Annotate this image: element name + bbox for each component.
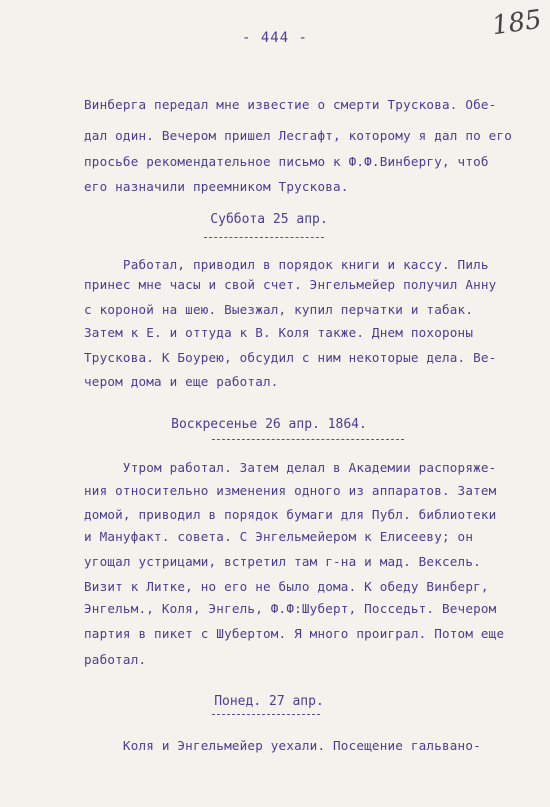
text-line: Визит к Литке, но его не было дома. К обеду Винберг, [84,579,489,594]
text-line: угощал устрицами, встретил там г-на и мад. Вексель. [84,554,481,569]
heading-underline [204,237,324,238]
text-line: и Мануфакт. совета. С Энгельмейером к Елисееву; он [84,529,474,544]
date-heading: Суббота 25 апр. [210,212,328,227]
text-line: его назначили преемником Трускова. [84,179,349,194]
text-line: чером дома и еще работал. [84,374,279,389]
text-line: ния относительно изменения одного из аппаратов. Затем [84,483,497,498]
heading-underline [212,439,404,440]
text-line: с короной на шею. Выезжал, купил перчатки и табак. [84,302,474,317]
text-line: партия в пикет с Шубертом. Я много проиграл. Потом еще [84,626,505,641]
date-heading: Понед. 27 апр. [214,694,324,709]
text-line: Затем к Е. и оттуда к В. Коля также. Днем похороны [84,325,474,340]
page-number: - 444 - [241,30,308,46]
handwritten-page-number: 185 [490,4,544,42]
text-line: Утром работал. Затем делал в Академии распоряже- [84,460,497,475]
text-line: Энгельм., Коля, Энгель, Ф.Ф:Шуберт, Посседьт. Вечером [84,601,497,616]
text-line: Работал, приводил в порядок книги и кассу. Пиль [84,257,489,272]
text-line: просьбе рекомендательное письмо к Ф.Ф.Винбергу, чтоб [84,154,489,169]
text-line: Винберга передал мне известие о смерти Трускова. Обе- [84,97,497,112]
date-heading: Воскресенье 26 апр. 1864. [171,417,367,432]
text-line: работал. [84,652,147,667]
text-line: дал один. Вечером пришел Лесгафт, которому я дал по его [84,128,513,143]
heading-underline [212,714,320,715]
text-line: Коля и Энгельмейер уехали. Посещение гальвано- [84,738,481,753]
text-line: Трускова. К Боурею, обсудил с ним некоторые дела. Ве- [84,350,497,365]
text-line: домой, приводил в порядок бумаги для Публ. библиотеки [84,507,497,522]
text-line: принес мне часы и свой счет. Энгельмейер получил Анну [84,277,497,292]
